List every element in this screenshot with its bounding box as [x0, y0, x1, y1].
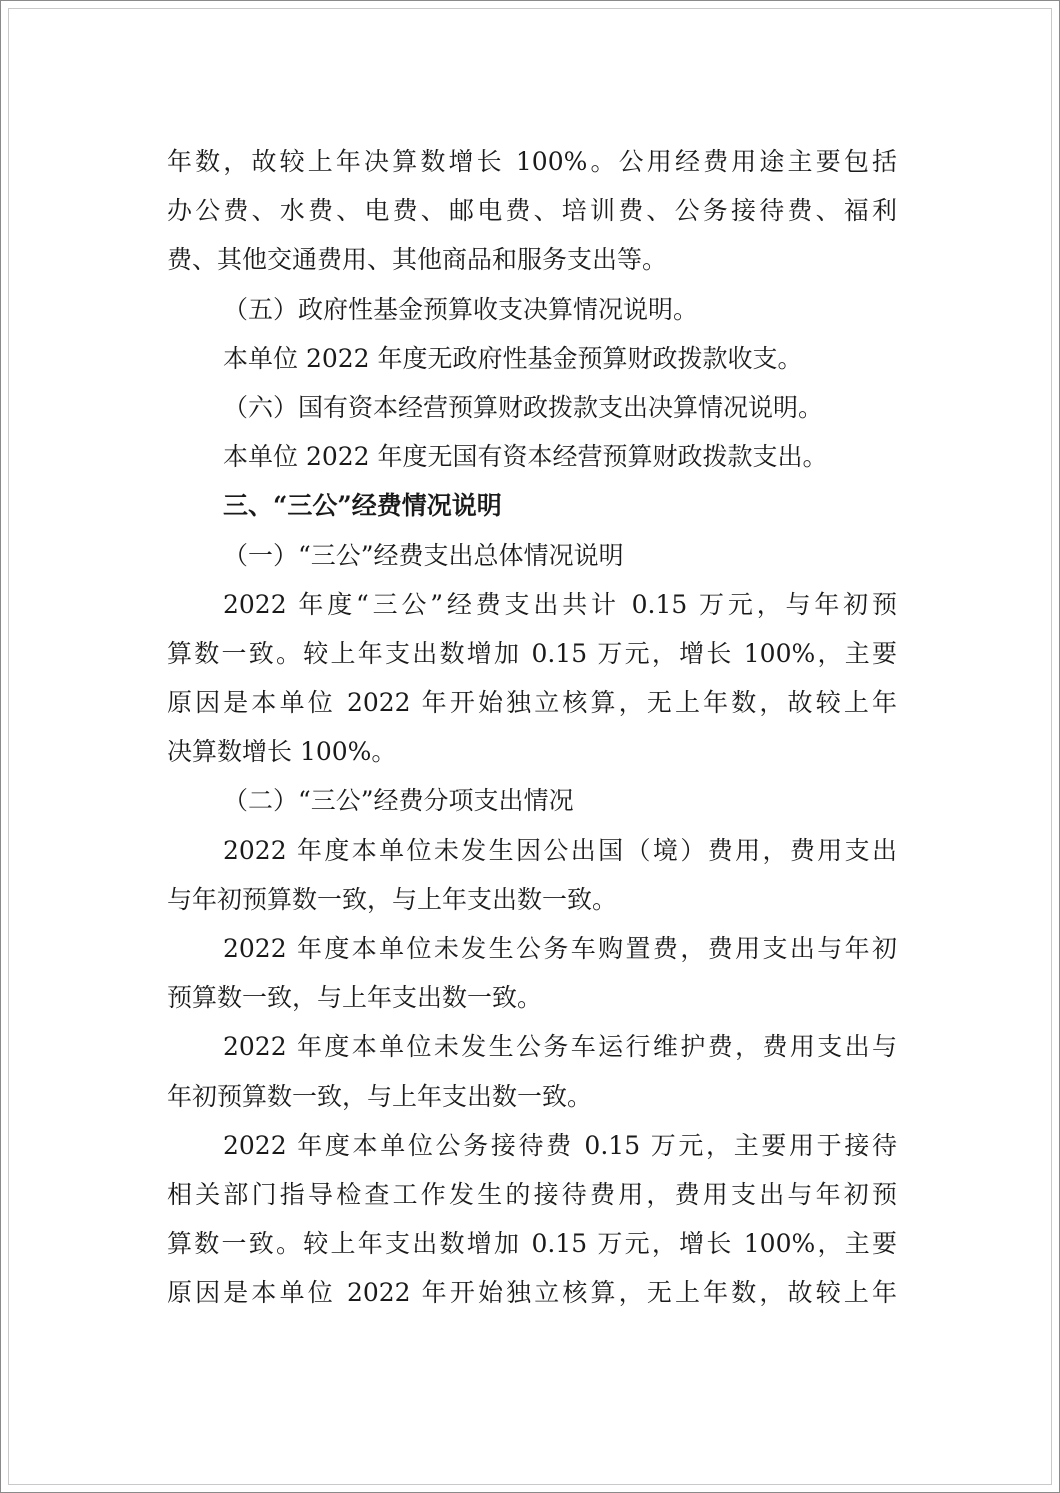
- text-line: 办公费、水费、电费、邮电费、培训费、公务接待费、福利: [167, 196, 897, 226]
- text-line: 预算数一致，与上年支出数一致。: [167, 983, 543, 1013]
- text-line: 相关部门指导检查工作发生的接待费用，费用支出与年初预: [167, 1179, 897, 1209]
- document-body: [167, 137, 897, 1318]
- text-line: 算数一致。较上年支出数增加 0.15 万元，增长 100%，主要: [167, 638, 897, 668]
- chapter-heading: 三、“三公”经费情况说明: [223, 491, 502, 521]
- text-line: 2022 年度本单位未发生公务车购置费，费用支出与年初: [223, 934, 897, 963]
- section-heading: （二）“三公”经费分项支出情况: [223, 786, 574, 816]
- text-line: 与年初预算数一致，与上年支出数一致。: [167, 884, 618, 914]
- text-line: 原因是本单位 2022 年开始独立核算，无上年数，故较上年: [167, 688, 897, 718]
- text-line: 年数，故较上年决算数增长 100%。公用经费用途主要包括: [167, 147, 897, 176]
- text-line: 本单位 2022 年度无国有资本经营预算财政拨款支出。: [223, 442, 828, 472]
- text-line: 决算数增长 100%。: [167, 737, 397, 767]
- text-line: 2022 年度本单位未发生公务车运行维护费，费用支出与: [223, 1032, 897, 1062]
- text-line: 算数一致。较上年支出数增加 0.15 万元，增长 100%，主要: [167, 1229, 897, 1259]
- text-line: 原因是本单位 2022 年开始独立核算，无上年数，故较上年: [167, 1278, 897, 1308]
- text-line: 费、其他交通费用、其他商品和服务支出等。: [167, 245, 668, 275]
- text-line: 2022 年度本单位未发生因公出国（境）费用，费用支出: [223, 835, 897, 865]
- section-heading: （六）国有资本经营预算财政拨款支出决算情况说明。: [223, 392, 824, 422]
- section-heading: （一）“三公”经费支出总体情况说明: [223, 540, 624, 570]
- text-line: 2022 年度本单位公务接待费 0.15 万元，主要用于接待: [223, 1130, 897, 1160]
- text-line: 年初预算数一致，与上年支出数一致。: [167, 1081, 593, 1111]
- text-line: 本单位 2022 年度无政府性基金预算财政拨款收支。: [223, 343, 803, 373]
- section-heading: （五）政府性基金预算收支决算情况说明。: [223, 294, 699, 324]
- text-line: 2022 年度“三公”经费支出共计 0.15 万元，与年初预: [223, 589, 897, 619]
